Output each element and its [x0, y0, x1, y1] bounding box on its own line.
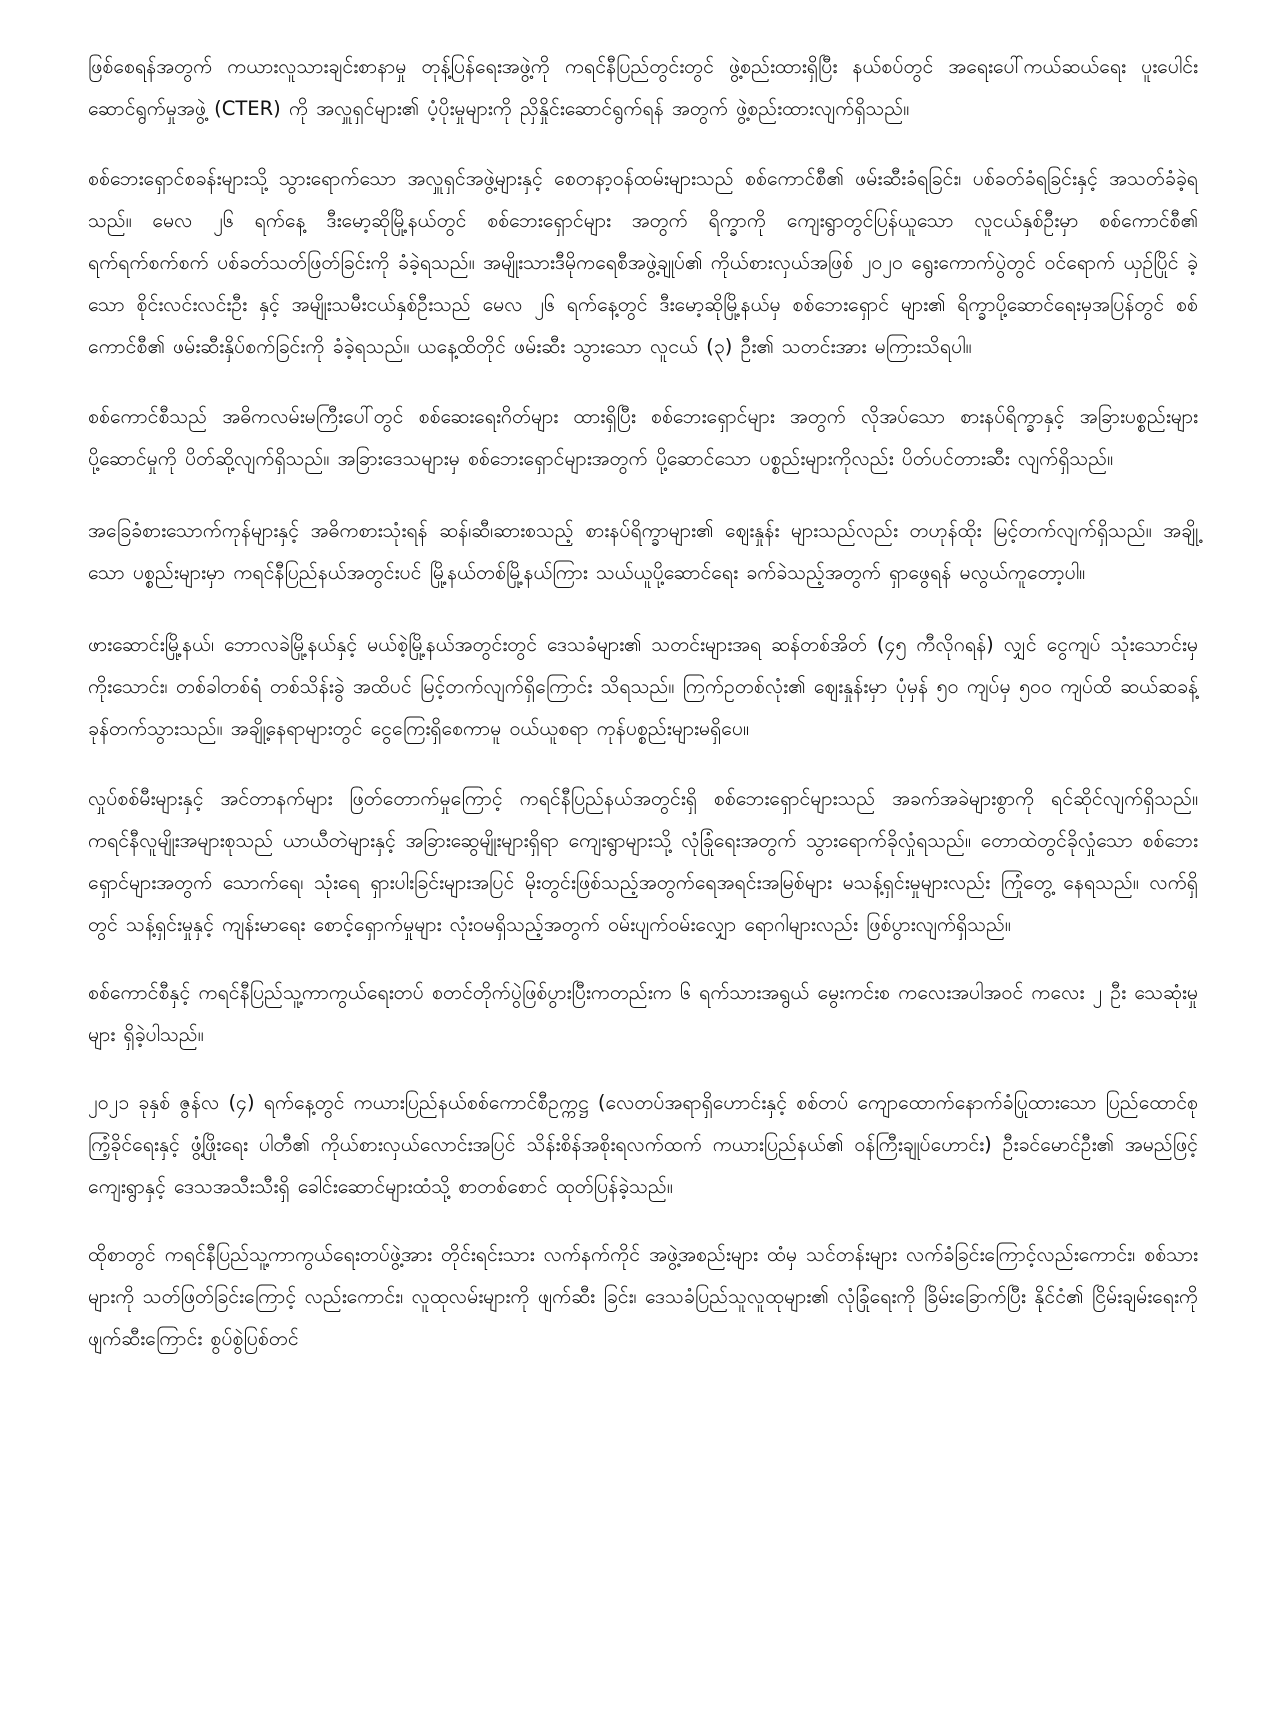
paragraph-6: လှုပ်စစ်မီးများနှင့် အင်တာနက်များ ဖြတ်တောက်မှုကြောင့် ကရင်နီပြည်နယ်အတွင်းရှိ စစ်ဘေးရှောင်များသည် အခက်အခဲများစွာကို ရင်ဆိုင်လျက်ရှိသည်။ ကရင်နီလူမျိုးအများစုသည် ယာယီတဲများနှင့် အခြားဆွေမျိုးများရှိရာ ကျေးရွာများသို့ လုံခြုံရေးအတွက် သွားရောက်ခိုလှုံရသည်။ တောထဲတွင်ခိုလှုံသော စစ်ဘေးရှောင်များအတွက် သောက်ရေ၊ သုံးရေ ရှားပါးခြင်းများအပြင် မိုးတွင်းဖြစ်သည့်အတွက်ရေအရင်းအမြစ်များ မသန့်ရှင်းမှုများလည်း ကြုံတွေ့ နေရသည်။ လက်ရှိတွင် သန့်ရှင်းမှုနှင့် ကျန်းမာရေး စောင့်ရှောက်မှုများ လုံးဝမရှိသည့်အတွက် ဝမ်းပျက်ဝမ်းလျှော ရောဂါများလည်း ဖြစ်ပွားလျက်ရှိသည်။ — [88, 787, 1198, 936]
paragraph-5: ဖားဆောင်းမြို့နယ်၊ ဘောလခဲမြို့နယ်နှင့် မယ်စဲ့မြို့နယ်အတွင်းတွင် ဒေသခံများ၏ သတင်းများအရ ဆန်တစ်အိတ် (၄၅ ကီလိုဂရန်) လျှင် ငွေကျပ် သုံးသောင်းမှ ကိုးသောင်း၊ တစ်ခါတစ်ရံ တစ်သိန်းခွဲ အထိပင် မြင့်တက်လျက်ရှိကြောင်း သိရသည်။ ကြက်ဥတစ်လုံး၏ ဈေးနှုန်းမှာ ပုံမှန် ၅၀ ကျပ်မှ ၅၀၀ ကျပ်ထိ ဆယ်ဆခန့် ခုန်တက်သွားသည်။ အချို့နေရာများတွင် ငွေကြေးရှိစေကာမူ ဝယ်ယူစရာ ကုန်ပစ္စည်းများမရှိပေ။ — [88, 633, 1198, 740]
paragraph-2: စစ်ဘေးရှောင်စခန်းများသို့ သွားရောက်သော အလှူရှင်အဖွဲ့များနှင့် စေတနာ့ဝန်ထမ်းများသည် စစ်ကောင်စီ၏ ဖမ်းဆီးခံရခြင်း၊ ပစ်ခတ်ခံရခြင်းနှင့် အသတ်ခံခဲ့ရသည်။ မေလ ၂၆ ရက်နေ့ ဒီးမော့ဆိုမြို့နယ်တွင် စစ်ဘေးရှောင်များ အတွက် ရိက္ခာကို ကျေးရွာတွင်ပြန်ယူသော လူငယ်နှစ်ဦးမှာ စစ်ကောင်စီ၏ ရက်ရက်စက်စက် ပစ်ခတ်သတ်ဖြတ်ခြင်းကို ခံခဲ့ရသည်။ အမျိုးသားဒီမိုကရေစီအဖွဲ့ချုပ်၏ ကိုယ်စားလှယ်အဖြစ် ၂၀၂၀ ရွေးကောက်ပွဲတွင် ဝင်ရောက် ယှဉ်ပြိုင် ခဲ့သော စိုင်းလင်းလင်းဦး နှင့် အမျိုးသမီးငယ်နှစ်ဦးသည် မေလ ၂၆ ရက်နေ့တွင် ဒီးမော့ဆိုမြို့နယ်မှ စစ်ဘေးရှောင် များ၏ ရိက္ခာပို့ဆောင်ရေးမှအပြန်တွင် စစ်ကောင်စီ၏ ဖမ်းဆီးနှိပ်စက်ခြင်းကို ခံခဲ့ရသည်။ ယနေ့ထိတိုင် ဖမ်းဆီး သွားသော လူငယ် (၃) ဦး၏ သတင်းအား မကြားသိရပါ။ — [88, 167, 1198, 358]
document-page — [88, 46, 1198, 1360]
paragraph-7: စစ်ကောင်စီနှင့် ကရင်နီပြည်သူ့ကာကွယ်ရေးတပ် စတင်တိုက်ပွဲဖြစ်ပွားပြီးကတည်းက ၆ ရက်သားအရွယ် မွေးကင်းစ ကလေးအပါအဝင် ကလေး ၂ ဦး သေဆုံးမှုများ ရှိခဲ့ပါသည်။ — [88, 981, 1198, 1046]
paragraph-9: ထိုစာတွင် ကရင်နီပြည်သူ့ကာကွယ်ရေးတပ်ဖွဲ့အား တိုင်းရင်းသား လက်နက်ကိုင် အဖွဲ့အစည်းများ ထံမှ သင်တန်းများ လက်ခံခြင်းကြောင့်လည်းကောင်း၊ စစ်သားများကို သတ်ဖြတ်ခြင်းကြောင့် လည်းကောင်း၊ လူထုလမ်းများကို ဖျက်ဆီး ခြင်း၊ ဒေသခံပြည်သူလူထုများ၏ လုံခြုံရေးကို ခြိမ်းခြောက်ပြီး နိုင်ငံ၏ ငြိမ်းချမ်းရေးကို ဖျက်ဆီးကြောင်း စွပ်စွဲပြစ်တင် — [88, 1243, 1198, 1350]
paragraph-8: ၂၀၂၁ ခုနှစ် ဇွန်လ (၄) ရက်နေ့တွင် ကယားပြည်နယ်စစ်ကောင်စီဥက္ကဋ္ဌ (လေတပ်အရာရှိဟောင်းနှင့် စစ်တပ် ကျောထောက်နောက်ခံပြုထားသော ပြည်ထောင်စု ကြံ့ခိုင်ရေးနှင့် ဖွံ့ဖြိုးရေး ပါတီ၏ ကိုယ်စားလှယ်လောင်းအပြင် သိန်းစိန်အစိုးရလက်ထက် ကယားပြည်နယ်၏ ဝန်ကြီးချုပ်ဟောင်း) ဦးခင်မောင်ဦး၏ အမည်ဖြင့် ကျေးရွာနှင့် ဒေသအသီးသီးရှိ ခေါင်းဆောင်များထံသို့ စာတစ်စောင် ထုတ်ပြန်ခဲ့သည်။ — [88, 1091, 1198, 1198]
paragraph-3: စစ်ကောင်စီသည် အဓိကလမ်းမကြီးပေါ်တွင် စစ်ဆေးရေးဂိတ်များ ထားရှိပြီး စစ်ဘေးရှောင်များ အတွက် လိုအပ်သော စားနပ်ရိက္ခာနှင့် အခြားပစ္စည်းများပို့ဆောင်မှုကို ပိတ်ဆို့လျက်ရှိသည်။ အခြားဒေသများမှ စစ်ဘေးရှောင်များအတွက် ပို့ဆောင်သော ပစ္စည်းများကိုလည်း ပိတ်ပင်တားဆီး လျက်ရှိသည်။ — [88, 405, 1198, 470]
paragraph-4: အခြေခံစားသောက်ကုန်များနှင့် အဓိကစားသုံးရန် ဆန်၊ဆီ၊ဆားစသည့် စားနပ်ရိက္ခာများ၏ ဈေးနှုန်း များသည်လည်း တဟုန်ထိုး မြင့်တက်လျက်ရှိသည်။ အချို့သော ပစ္စည်းများမှာ ကရင်နီပြည်နယ်အတွင်းပင် မြို့နယ်တစ်မြို့နယ်ကြား သယ်ယူပို့ဆောင်ရေး ခက်ခဲသည့်အတွက် ရှာဖွေရန် မလွယ်ကူတော့ပါ။ — [88, 519, 1198, 584]
paragraph-1: ဖြစ်စေရန်အတွက် ကယားလူသားချင်းစာနာမှု တုန့်ပြန်ရေးအဖွဲ့ကို ကရင်နီပြည်တွင်းတွင် ဖွဲ့စည်းထားရှိပြီး နယ်စပ်တွင် အရေးပေါ်ကယ်ဆယ်ရေး ပူးပေါင်းဆောင်ရွက်မှုအဖွဲ့ (CTER) ကို အလှူရှင်များ၏ ပံ့ပိုးမှုများကို ညှိနှိုင်းဆောင်ရွက်ရန် အတွက် ဖွဲ့စည်းထားလျက်ရှိသည်။ — [88, 55, 1198, 120]
